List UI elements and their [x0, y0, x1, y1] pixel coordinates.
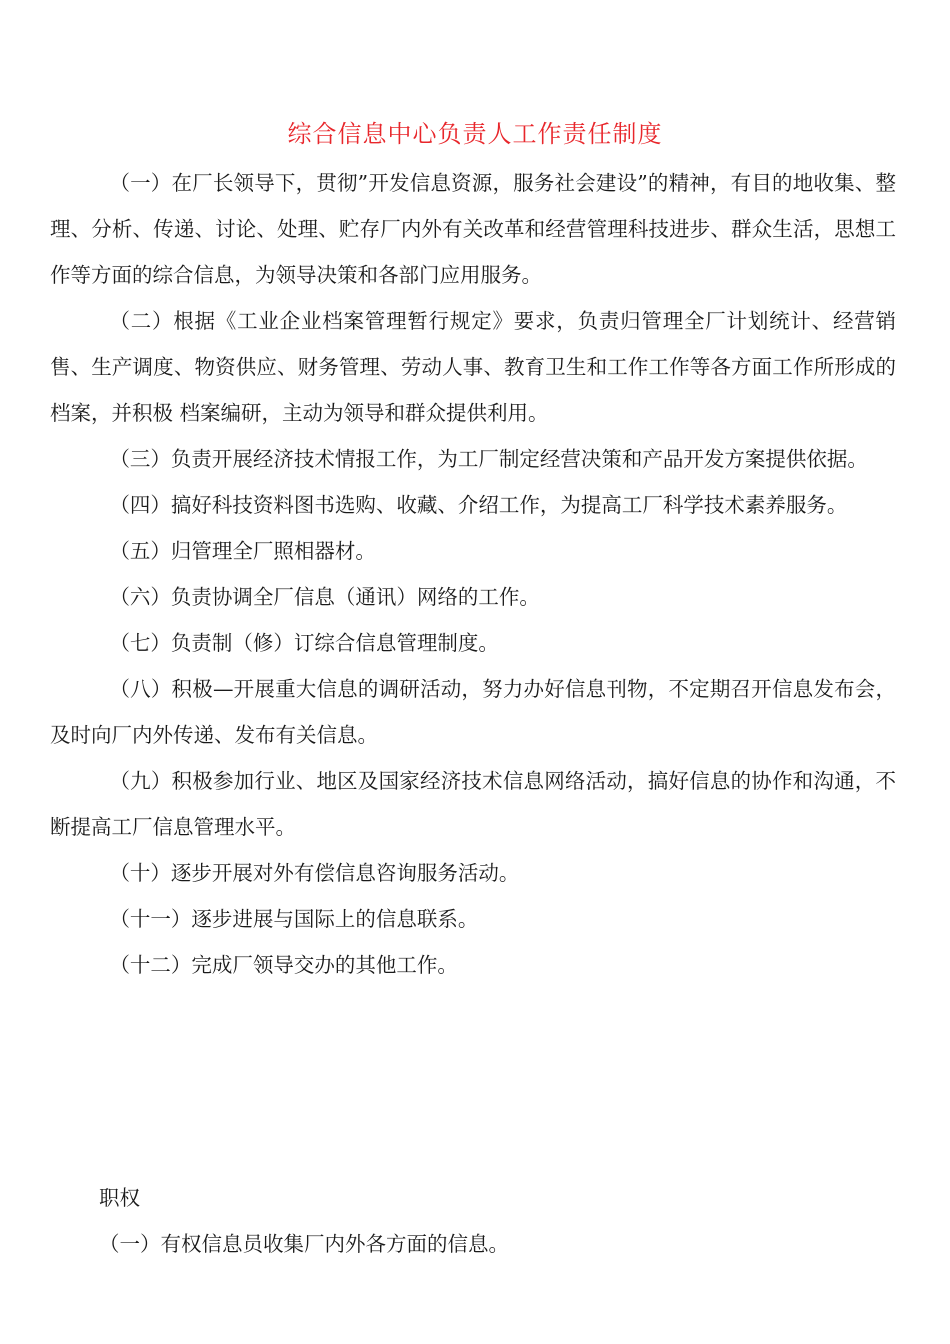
duty-item-3: （三）负责开展经济技术情报工作，为工厂制定经营决策和产品开发方案提供依据。 [109, 447, 868, 471]
duty-item-7: （七）负责制（修）订综合信息管理制度。 [109, 631, 499, 655]
duty-item-8: （八）积极—开展重大信息的调研活动，努力办好信息刊物，不定期召开信息发布会，及时向厂内外传递、发布有关信息。 [50, 677, 896, 747]
duty-item-2: （二）根据《工业企业档案管理暂行规定》要求，负责归管理全厂计划统计、经营销售、生产调度、物资供应、财务管理、劳动人事、教育卫生和工作工作等各方面工作所形成的档案，并积极 档案编研，主动为领导和群众提供利用。 [50, 309, 896, 425]
authority-item-1: （一）有权信息员收集厂内外各方面的信息。 [99, 1232, 509, 1256]
duty-item-12: （十二）完成厂领导交办的其他工作。 [109, 953, 458, 977]
duty-item-11: （十一）逐步进展与国际上的信息联系。 [109, 907, 479, 931]
authority-heading: 职权 [99, 1186, 140, 1210]
duty-item-1: （一）在厂长领导下，贯彻”开发信息资源，服务社会建设”的精神，有目的地收集、整理、分析、传递、讨论、处理、贮存厂内外有关改革和经营管理科技进步、群众生活，思想工作等方面的综合信息，为领导决策和各部门应用服务。 [50, 171, 896, 287]
duty-item-4: （四）搞好科技资料图书选购、收藏、介绍工作，为提高工厂科学技术素养服务。 [109, 493, 848, 517]
duty-list [50, 160, 896, 988]
duty-item-5: （五）归管理全厂照相器材。 [109, 539, 376, 563]
document-title: 综合信息中心负责人工作责任制度 [287, 120, 663, 148]
duty-item-10: （十）逐步开展对外有偿信息咨询服务活动。 [109, 861, 520, 885]
duty-item-9: （九）积极参加行业、地区及国家经济技术信息网络活动，搞好信息的协作和沟通，不断提高工厂信息管理水平。 [50, 769, 896, 839]
duty-item-6: （六）负责协调全厂信息（通讯）网络的工作。 [109, 585, 540, 609]
